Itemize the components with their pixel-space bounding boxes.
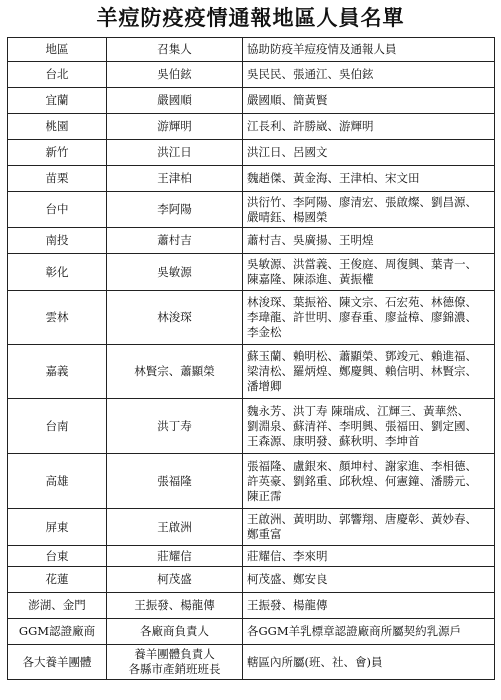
convener-cell (107, 88, 243, 114)
members-cell (243, 228, 495, 254)
convener-name: 林賢宗、蕭顯榮 (134, 364, 215, 378)
convener-name: 張福隆 (157, 473, 192, 488)
convener-name: 蕭村吉 (157, 233, 192, 247)
members-line: 蕭村吉、吳廣揚、王明煌 (247, 233, 374, 247)
convener-cell (107, 454, 243, 509)
members-line: 莊耀信、李來明 (247, 548, 328, 563)
table-row (8, 645, 495, 680)
table-row (8, 345, 495, 399)
region-cell: 台南 (8, 399, 107, 454)
members-line: 洪衍竹、李阿陽、廖清宏、張啟燦、劉昌源、 (247, 194, 477, 209)
region-cell: GGM認證廠商 (8, 619, 107, 645)
members-line: 各GGM羊乳標章認證廠商所屬契約乳源戶 (247, 624, 462, 638)
region-cell: 台中 (8, 192, 107, 228)
header-row (8, 38, 495, 62)
table-row (8, 114, 495, 140)
convener-name: 林浚琛 (157, 310, 192, 324)
members-line: 李瑋龍、許世明、廖春重、廖益樟、廖錦濃、 (247, 310, 477, 324)
table-row (8, 546, 495, 567)
convener-name: 吳敏源 (157, 264, 192, 279)
members-line: 魏永芳、洪丁寿 陳瑞成、江輝三、黃華然、 (247, 403, 470, 418)
roster-body (8, 38, 495, 680)
convener-cell (107, 619, 243, 645)
header-convener: 召集人 (107, 38, 243, 62)
members-cell (243, 454, 495, 509)
members-line: 陳嘉隆、陳添進、黃振權 (247, 272, 374, 286)
convener-name: 王津柏 (157, 171, 192, 185)
page-title: 羊痘防疫疫情通報地區人員名單 (96, 5, 405, 30)
members-cell (243, 88, 495, 114)
members-line: 王啟洲、黃明助、郭響翔、唐慶彰、黃妙春、 (247, 512, 477, 526)
members-line: 陳正霈 (247, 488, 282, 503)
members-cell (243, 114, 495, 140)
members-cell (243, 546, 495, 567)
region-cell: 嘉義 (8, 345, 107, 399)
convener-cell (107, 192, 243, 228)
convener-cell (107, 645, 243, 680)
convener-name: 洪江日 (157, 145, 192, 159)
members-line: 梁清松、羅炳煌、鄭慶興、賴信明、林賢宗、 (247, 364, 477, 378)
members-line: 江長利、許勝崴、游輝明 (247, 119, 374, 133)
convener-cell (107, 567, 243, 593)
table-row (8, 454, 495, 509)
convener-name: 養羊團體負責人 (134, 647, 215, 661)
table-row (8, 228, 495, 254)
members-line: 林浚琛、葉振裕、陳文宗、石宏苑、林德僚、 (247, 295, 477, 309)
members-line: 鄭重富 (247, 527, 282, 541)
region-cell: 宜蘭 (8, 88, 107, 114)
region-cell: 台東 (8, 546, 107, 567)
region-cell: 南投 (8, 228, 107, 254)
region-cell: 各大養羊團體 (8, 645, 107, 680)
convener-cell (107, 254, 243, 291)
table-row (8, 593, 495, 619)
header-region: 地區 (8, 38, 107, 62)
members-line: 吳敏源、洪當義、王俊庭、周復興、葉青一、 (247, 257, 477, 271)
roster-table (7, 37, 495, 680)
members-line: 潘增卿 (247, 379, 282, 393)
convener-name: 莊耀信 (157, 548, 192, 563)
region-cell: 雲林 (8, 291, 107, 345)
table-row (8, 62, 495, 88)
members-line: 張福隆、盧銀來、顏坤村、謝家進、李相德、 (247, 458, 477, 473)
convener-cell (107, 62, 243, 88)
table-row (8, 166, 495, 192)
members-line: 魏趙傑、黃金海、王津柏、宋文田 (247, 171, 420, 185)
convener-name: 嚴國順 (157, 93, 192, 107)
members-cell (243, 62, 495, 88)
convener-cell (107, 140, 243, 166)
members-cell (243, 399, 495, 454)
table-row (8, 399, 495, 454)
convener-cell (107, 399, 243, 454)
members-line: 蘇玉蘭、賴明松、蕭顯榮、鄧竣元、賴進福、 (247, 349, 477, 363)
members-line: 李金松 (247, 325, 282, 339)
members-cell (243, 345, 495, 399)
convener-name: 各廠商負責人 (140, 624, 209, 638)
convener-cell (107, 509, 243, 546)
region-cell: 澎湖、金門 (8, 593, 107, 619)
members-line: 吳民民、張通江、吳伯鉉 (247, 67, 374, 81)
members-cell (243, 192, 495, 228)
table-row (8, 567, 495, 593)
members-line: 劉淵泉、蘇清祥、李明興、張福田、劉定國、 (247, 418, 477, 433)
convener-cell (107, 593, 243, 619)
convener-cell (107, 291, 243, 345)
members-cell (243, 166, 495, 192)
region-cell: 彰化 (8, 254, 107, 291)
region-cell: 桃園 (8, 114, 107, 140)
convener-name: 游輝明 (157, 119, 192, 133)
region-cell: 高雄 (8, 454, 107, 509)
table-row (8, 254, 495, 291)
convener-name: 吳伯鉉 (157, 67, 192, 81)
convener-name: 李阿陽 (157, 202, 192, 216)
convener-name: 王啟洲 (157, 519, 192, 534)
table-row (8, 291, 495, 345)
convener-name: 柯茂盛 (157, 572, 192, 586)
convener-cell (107, 546, 243, 567)
table-row (8, 140, 495, 166)
members-cell (243, 593, 495, 619)
region-cell: 花蓮 (8, 567, 107, 593)
table-row (8, 509, 495, 546)
members-line: 嚴國順、簡黃賢 (247, 93, 328, 107)
members-cell (243, 509, 495, 546)
members-line: 柯茂盛、鄭安良 (247, 572, 328, 586)
members-cell (243, 291, 495, 345)
header-members: 協助防疫羊痘疫情及通報人員 (243, 38, 495, 62)
region-cell: 苗栗 (8, 166, 107, 192)
members-line: 王森源、康明發、蘇秋明、李坤首 (247, 433, 420, 448)
convener-cell (107, 228, 243, 254)
members-line: 洪江日、呂國文 (247, 145, 328, 159)
members-line: 轄區內所屬(班、社、會)員 (247, 654, 383, 669)
members-line: 王振發、楊龍傳 (247, 598, 328, 612)
convener-name: 各縣市產銷班班長 (128, 662, 221, 676)
region-cell: 台北 (8, 62, 107, 88)
convener-cell (107, 166, 243, 192)
table-row (8, 192, 495, 228)
members-cell (243, 619, 495, 645)
convener-cell (107, 345, 243, 399)
members-line: 嚴晴鈺、楊國榮 (247, 209, 328, 224)
members-line: 許英豪、劉銘重、邱秋煌、何憲鐘、潘勝元、 (247, 473, 477, 488)
convener-name: 王振發、楊龍傳 (134, 598, 215, 612)
members-cell (243, 140, 495, 166)
region-cell: 屏東 (8, 509, 107, 546)
table-row (8, 619, 495, 645)
convener-name: 洪丁寿 (157, 418, 192, 433)
region-cell: 新竹 (8, 140, 107, 166)
members-cell (243, 254, 495, 291)
members-cell (243, 567, 495, 593)
table-row (8, 88, 495, 114)
members-cell (243, 645, 495, 680)
convener-cell (107, 114, 243, 140)
